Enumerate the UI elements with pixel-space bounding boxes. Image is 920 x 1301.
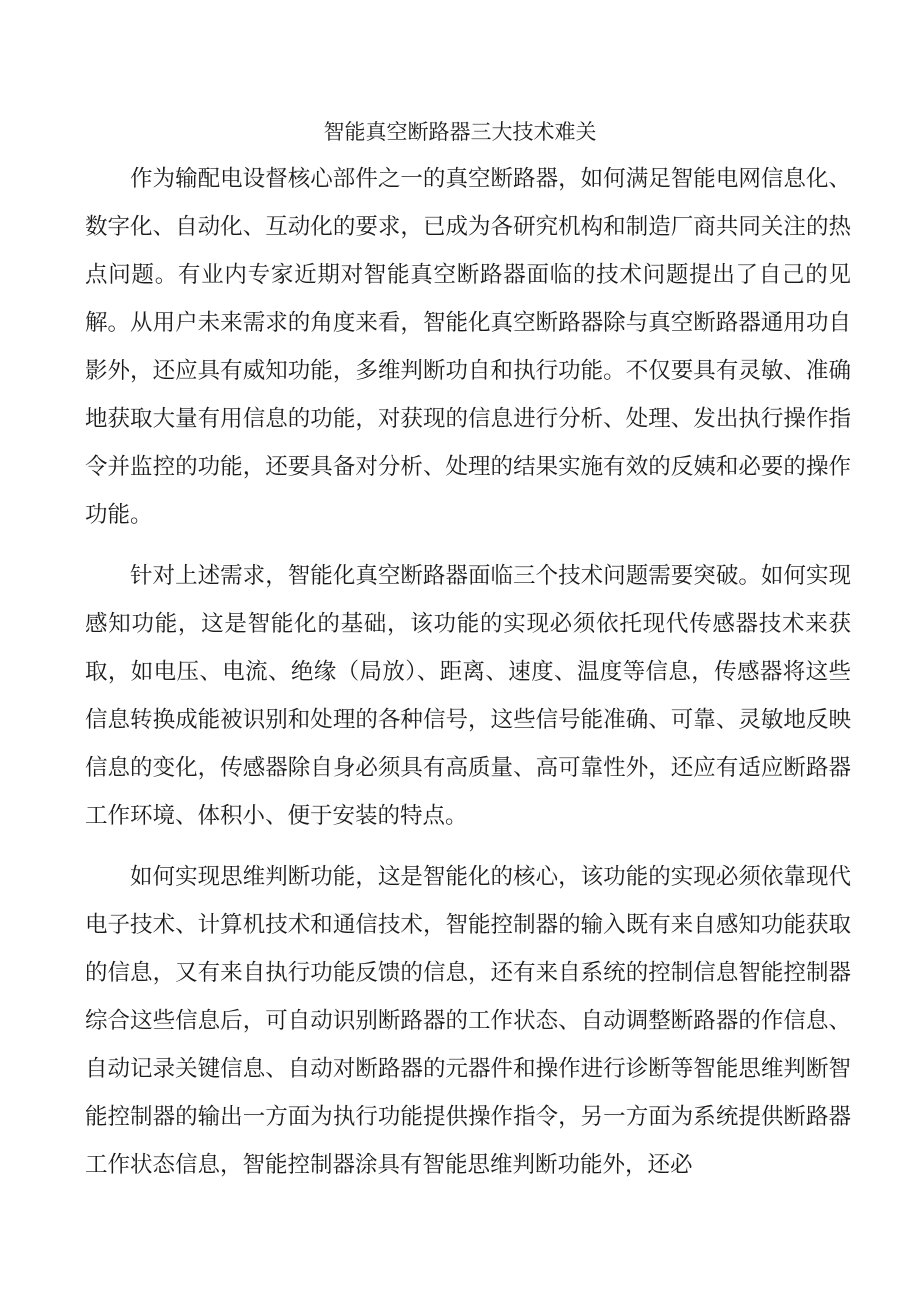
document-body (85, 155, 851, 1202)
document-title: 智能真空断路器三大技术难关 (323, 120, 597, 144)
paragraph-3: 如何实现思维判断功能，这是智能化的核心，该功能的实现必须依靠现代电子技术、计算机技术和通信技术，智能控制器的输入既有来自感知功能获取的信息，又有来自执行功能反馈的信息，还有来自系统的控制信息智能控制器综合这些信息后，可自动识别断路器的工作状态、自动调整断路器的作信息、自动记录关键信息、自动对断路器的元器件和操作进行诊断等智能思维判断智能控制器的输出一方面为执行功能提供操作指令，另一方面为系统提供断路器工作状态信息，智能控制器涂具有智能思维判断功能外，还必 (85, 864, 851, 1178)
paragraph-1: 作为输配电设督核心部件之一的真空断路器，如何满足智能电网信息化、数字化、自动化、互动化的要求，已成为各研究机构和制造厂商共同关注的热点问题。有业内专家近期对智能真空断路器面临的技术问题提出了自己的见解。从用户未来需求的角度来看，智能化真空断路器除与真空断路器通用功自影外，还应具有威知功能，多维判断功自和执行功能。不仅要具有灵敏、准确地获取大量有用信息的功能，对获现的信息进行分析、处理、发出执行操作指令并监控的功能，还要具备对分析、处理的结果实施有效的反姨和必要的操作功能。 (85, 166, 851, 528)
paragraph-2: 针对上述需求，智能化真空断路器面临三个技术问题需要突破。如何实现感知功能，这是智能化的基础，该功能的实现必须依托现代传感器技术来获取，如电压、电流、绝缘（局放）、距离、速度、温度等信息，传感器将这些信息转换成能被识别和处理的各种信号，这些信号能准确、可靠、灵敏地反映信息的变化，传感器除自身必须具有高质量、高可靠性外，还应有适应断路器工作环境、体积小、便于安装的特点。 (85, 563, 851, 829)
